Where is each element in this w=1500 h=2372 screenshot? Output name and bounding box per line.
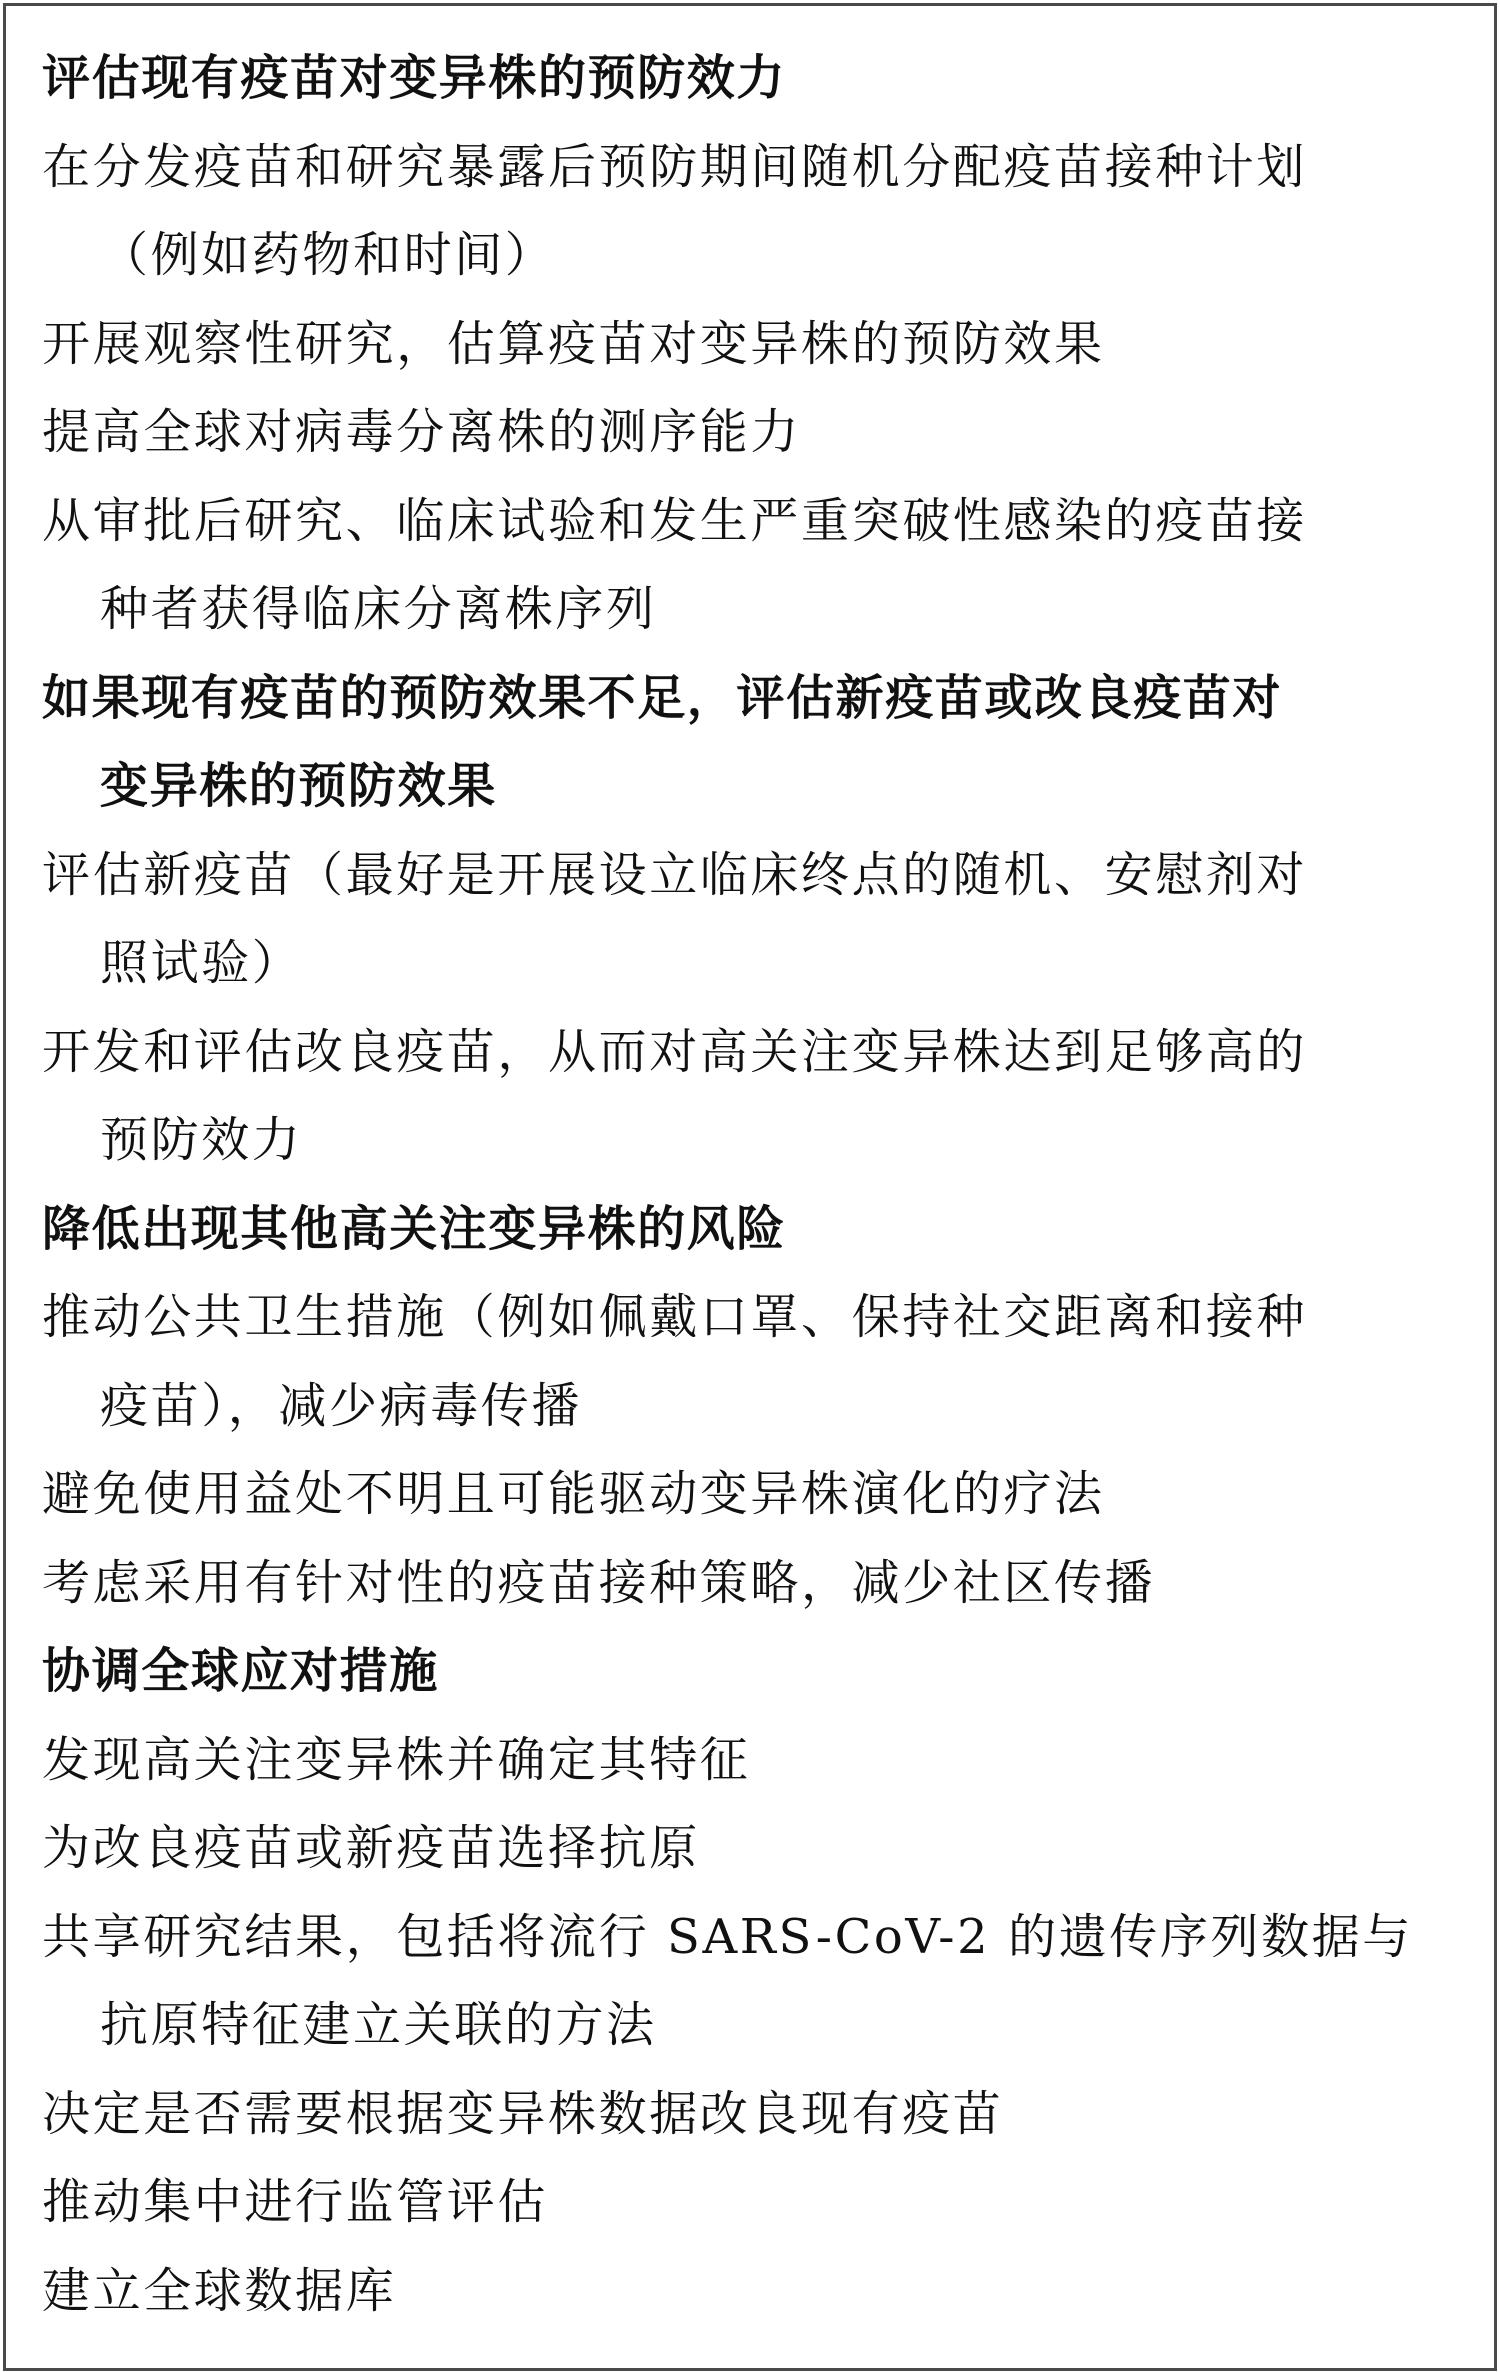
section-heading: 如果现有疫苗的预防效果不足，评估新疫苗或改良疫苗对 xyxy=(42,669,1283,726)
list-item: 推动公共卫生措施（例如佩戴口罩、保持社交距离和接种 xyxy=(42,1289,1308,1345)
section-heading: 降低出现其他高关注变异株的风险 xyxy=(42,1200,787,1257)
list-item: 从审批后研究、临床试验和发生严重突破性感染的疫苗接 xyxy=(42,492,1308,549)
list-item: 考虑采用有针对性的疫苗接种策略，减少社区传播 xyxy=(42,1554,1156,1611)
list-item: 为改良疫苗或新疫苗选择抗原 xyxy=(42,1820,700,1876)
table-frame xyxy=(3,3,1497,2371)
list-item: 开展观察性研究，估算疫苗对变异株的预防效果 xyxy=(42,315,1105,372)
list-item: 决定是否需要根据变异株数据改良现有疫苗 xyxy=(42,2085,1004,2142)
list-item: 提高全球对病毒分离株的测序能力 xyxy=(42,404,802,460)
list-item: 开发和评估改良疫苗，从而对高关注变异株达到足够高的 xyxy=(42,1023,1308,1080)
section-heading-continuation: 变异株的预防效果 xyxy=(100,758,497,814)
list-item: 发现高关注变异株并确定其特征 xyxy=(42,1731,751,1788)
list-item: 在分发疫苗和研究暴露后预防期间随机分配疫苗接种计划 xyxy=(42,138,1308,195)
list-item-continuation: 抗原特征建立关联的方法 xyxy=(100,1997,657,2053)
list-item: 共享研究结果，包括将流行 SARS-CoV-2 的遗传序列数据与 xyxy=(42,1908,1413,1965)
section-heading: 协调全球应对措施 xyxy=(42,1643,439,1699)
list-item-continuation: 照试验） xyxy=(100,935,303,991)
list-item-continuation: 疫苗），减少病毒传播 xyxy=(100,1377,583,1434)
list-item-continuation: （例如药物和时间） xyxy=(100,227,556,283)
list-item: 推动集中进行监管评估 xyxy=(42,2174,549,2230)
list-item: 建立全球数据库 xyxy=(42,2262,397,2319)
list-item: 避免使用益处不明且可能驱动变异株演化的疗法 xyxy=(42,1466,1105,1522)
section-heading: 评估现有疫苗对变异株的预防效力 xyxy=(42,50,787,106)
list-item-continuation: 预防效力 xyxy=(100,1112,303,1168)
document-content xyxy=(42,34,1464,2335)
list-item-continuation: 种者获得临床分离株序列 xyxy=(100,581,657,637)
list-item: 评估新疫苗（最好是开展设立临床终点的随机、安慰剂对 xyxy=(42,846,1308,903)
